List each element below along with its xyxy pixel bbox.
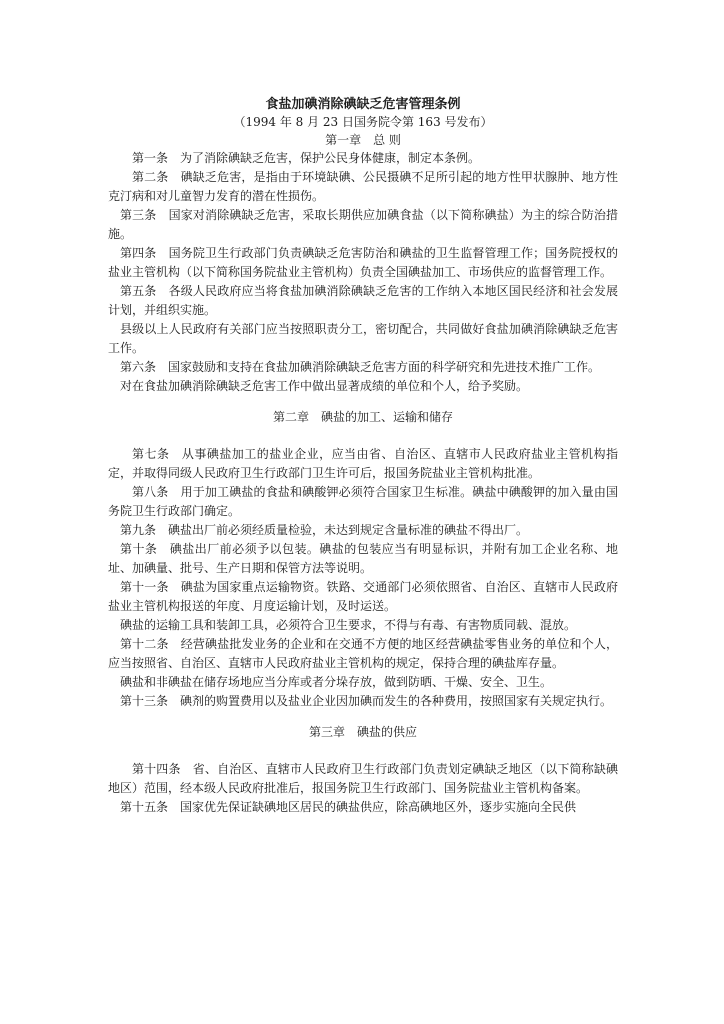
article-15: 第十五条 国家优先保证缺碘地区居民的碘盐供应，除高碘地区外，逐步实施向全民供: [120, 800, 577, 814]
article-13: 第十三条 碘剂的购置费用以及盐业企业因加碘而发生的各种费用，按照国家有关规定执行。: [120, 694, 613, 708]
article-1: 第一条 为了消除碘缺乏危害，保护公民身体健康，制定本条例。: [132, 151, 481, 165]
article-10: 第十条 碘盐出厂前必须予以包装。碘盐的包装应当有明显标识，并附有加工企业名称、地址、加碘量、批号、生产日期和保管方法等说明。: [108, 542, 618, 575]
article-11-para-2: 碘盐的运输工具和装卸工具，必须符合卫生要求，不得与有毒、有害物质同载、混放。: [120, 618, 577, 632]
article-7: 第七条 从事碘盐加工的盐业企业，应当由省、自治区、直辖市人民政府盐业主管机构指定，并取得同级人民政府卫生行政部门卫生许可后，报国务院盐业主管机构批准。: [108, 447, 618, 480]
document-title: 食盐加碘消除碘缺乏危害管理条例: [265, 97, 461, 112]
article-12-para-2: 碘盐和非碘盐在储存场地应当分库或者分垛存放，做到防晒、干燥、安全、卫生。: [120, 675, 553, 689]
article-6-para-2: 对在食盐加碘消除碘缺乏危害工作中做出显著成绩的单位和个人，给予奖励。: [120, 379, 529, 393]
article-9: 第九条 碘盐出厂前必须经质量检验，未达到规定含量标准的碘盐不得出厂。: [120, 523, 529, 537]
chapter-2-heading: 第二章 碘盐的加工、运输和储存: [272, 410, 453, 424]
article-6: 第六条 国家鼓励和支持在食盐加碘消除碘缺乏危害方面的科学研究和先进技术推广工作。: [120, 360, 601, 374]
article-4: 第四条 国务院卫生行政部门负责碘缺乏危害防治和碘盐的卫生监督管理工作；国务院授权的盐业主管机构（以下简称国务院盐业主管机构）负责全国碘盐加工、市场供应的监督管理工作。: [108, 246, 618, 279]
article-11: 第十一条 碘盐为国家重点运输物资。铁路、交通部门必须依照省、自治区、直辖市人民政府盐业主管机构报送的年度、月度运输计划，及时运送。: [108, 580, 618, 613]
article-5: 第五条 各级人民政府应当将食盐加碘消除碘缺乏危害的工作纳入本地区国民经济和社会发展计划，并组织实施。: [108, 284, 618, 317]
chapter-3-heading: 第三章 碘盐的供应: [308, 725, 417, 739]
document-page: [108, 96, 618, 817]
article-8: 第八条 用于加工碘盐的食盐和碘酸钾必须符合国家卫生标准。碘盐中碘酸钾的加入量由国务院卫生行政部门确定。: [108, 485, 618, 518]
article-3: 第三条 国家对消除碘缺乏危害，采取长期供应加碘食盐（以下简称碘盐）为主的综合防治措施。: [108, 208, 618, 241]
article-5-para-2: 县级以上人民政府有关部门应当按照职责分工，密切配合，共同做好食盐加碘消除碘缺乏危害工作。: [108, 322, 618, 355]
article-2: 第二条 碘缺乏危害，是指由于环境缺碘、公民摄碘不足所引起的地方性甲状腺肿、地方性克汀病和对儿童智力发育的潜在性损伤。: [108, 170, 618, 203]
article-14: 第十四条 省、自治区、直辖市人民政府卫生行政部门负责划定碘缺乏地区（以下简称缺碘地区）范围，经本级人民政府批准后，报国务院卫生行政部门、国务院盐业主管机构备案。: [108, 762, 618, 795]
document-subtitle: （1994 年 8 月 23 日国务院令第 163 号发布）: [233, 115, 493, 129]
chapter-1-heading: 第一章 总 则: [325, 133, 401, 147]
article-12: 第十二条 经营碘盐批发业务的企业和在交通不方便的地区经营碘盐零售业务的单位和个人，应当按照省、自治区、直辖市人民政府盐业主管机构的规定，保持合理的碘盐库存量。: [108, 637, 618, 670]
